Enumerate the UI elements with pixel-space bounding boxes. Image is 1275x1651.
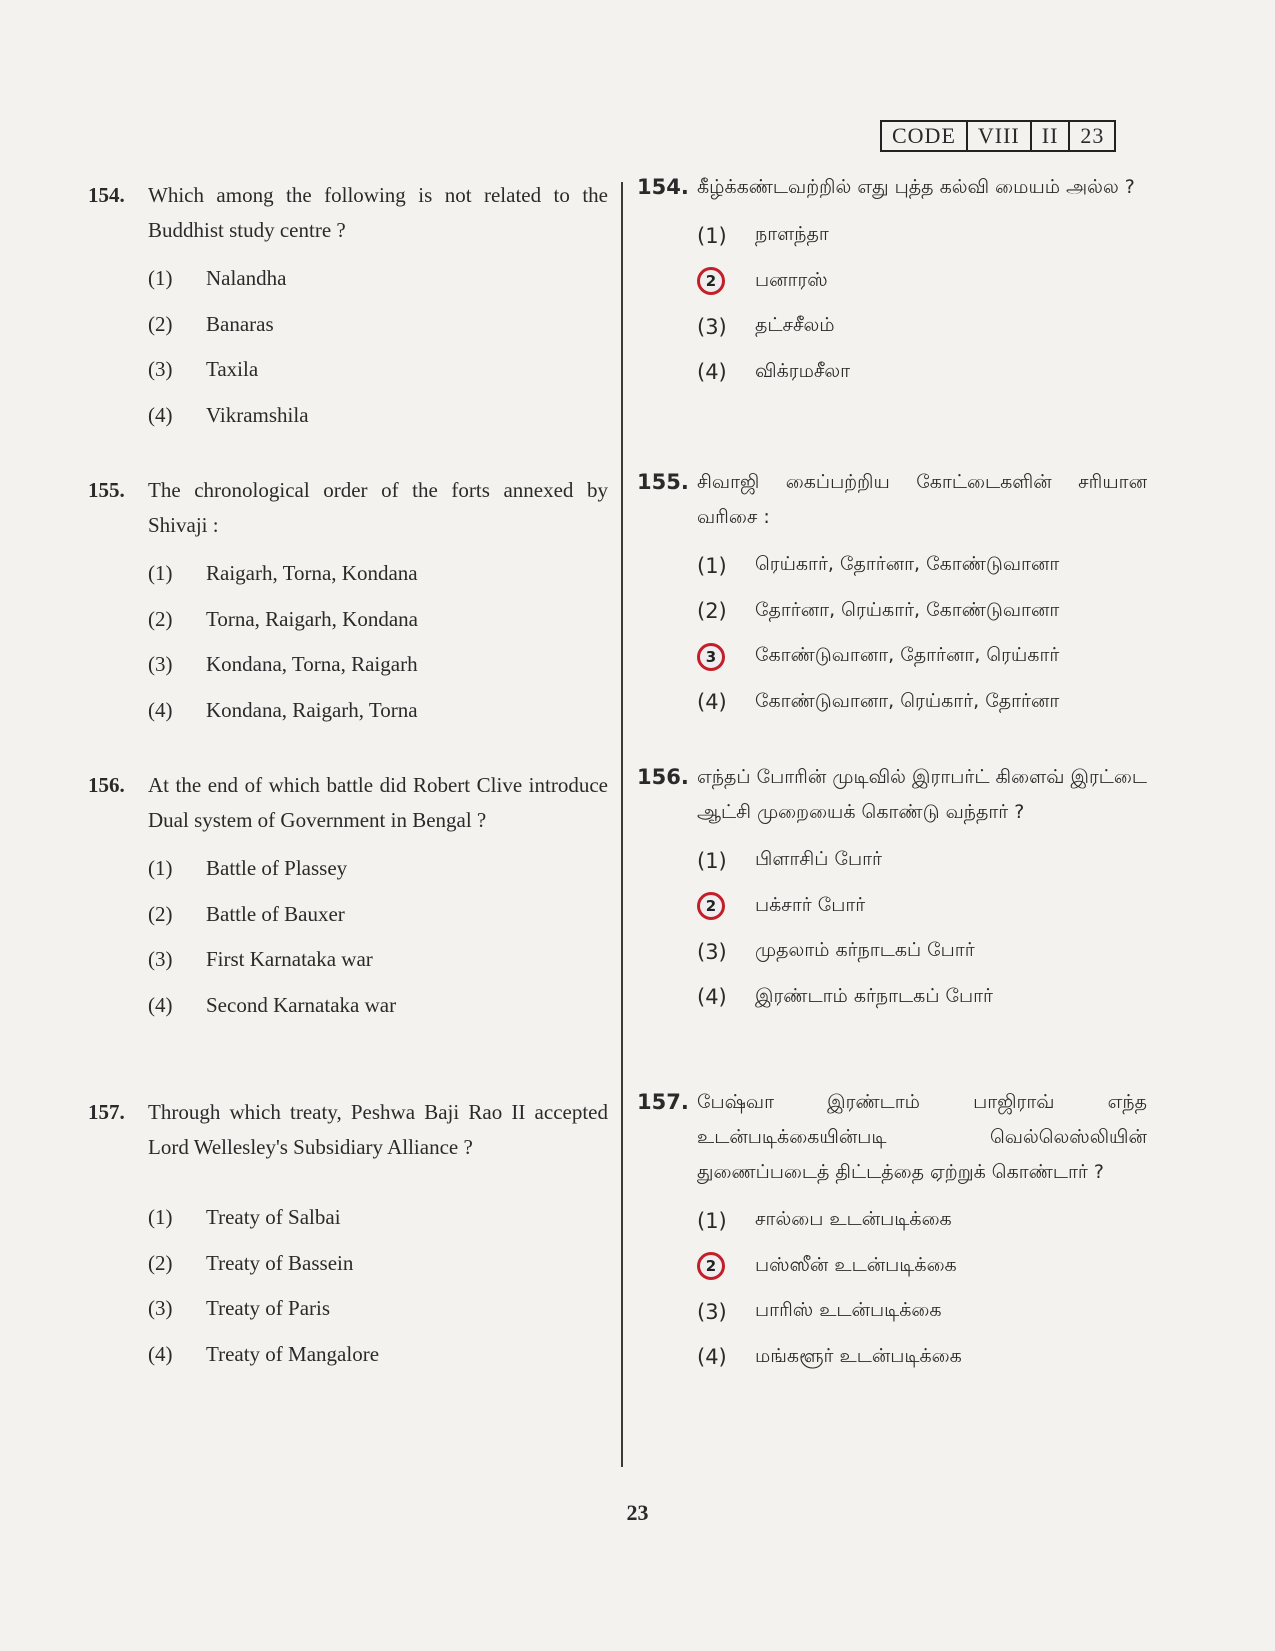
option-index: (4) (148, 992, 173, 1017)
option-text: Treaty of Salbai (206, 1205, 341, 1230)
code-box (880, 120, 1116, 152)
question-text: Through which treaty, Peshwa Baji Rao II accepted Lord Wellesley's Subsidiary Alliance ? (148, 1100, 608, 1159)
option-index: (1) (148, 266, 173, 291)
options-list (88, 551, 608, 733)
question-156 (637, 760, 1147, 1020)
code-part-3: 23 (1080, 123, 1105, 148)
option-item (697, 929, 1147, 975)
option-item (148, 983, 608, 1029)
option-index: (3) (148, 947, 173, 972)
option-item (697, 213, 1147, 259)
option-index: (3) (148, 357, 173, 382)
question-head (88, 768, 608, 838)
option-text: Kondana, Torna, Raigarh (206, 652, 418, 677)
option-item (148, 1241, 608, 1287)
code-part-1: VIII (968, 122, 1032, 150)
code-label: CODE (882, 122, 968, 150)
question-text: Which among the following is not related to the Buddhist study centre ? (148, 183, 608, 242)
option-item (697, 1335, 1147, 1381)
question-number: 156. (637, 765, 689, 789)
option-item (697, 543, 1147, 589)
question-154 (637, 170, 1147, 395)
code-part-2: II (1032, 122, 1071, 150)
option-item (148, 642, 608, 688)
question-head (637, 1085, 1147, 1190)
option-text: ரெய்கார், தோர்னா, கோண்டுவானா (755, 553, 1060, 576)
option-text: பிளாசிப் போர் (755, 848, 882, 871)
options-list (637, 213, 1147, 395)
option-item (697, 884, 1147, 930)
option-item (697, 304, 1147, 350)
option-index-marked (697, 643, 755, 671)
option-item (148, 551, 608, 597)
option-text: Treaty of Paris (206, 1296, 331, 1321)
option-item (148, 846, 608, 892)
option-text: தோர்னா, ரெய்கார், கோண்டுவானா (755, 598, 1060, 621)
question-number: 157. (88, 1100, 125, 1124)
option-item (697, 350, 1147, 396)
option-text: Vikramshila (206, 402, 309, 427)
option-text: பஸ்ஸீன் உடன்படிக்கை (755, 1253, 957, 1276)
option-text: Battle of Bauxer (206, 901, 345, 926)
option-index: (1) (148, 856, 173, 881)
question-text: பேஷ்வா இரண்டாம் பாஜிராவ் எந்த உடன்படிக்கையின்படி வெல்லெஸ்லியின் துணைப்படைத் திட்டத்தை ஏற்றுக் கொண்டார் ? (697, 1091, 1147, 1183)
option-item (148, 302, 608, 348)
marked-answer-circle: 3 (697, 643, 725, 671)
question-head (637, 760, 1147, 830)
option-text: பாரிஸ் உடன்படிக்கை (755, 1299, 942, 1322)
option-item (148, 1195, 608, 1241)
question-156 (88, 768, 608, 1028)
option-index: (1) (697, 1208, 727, 1233)
option-text: Nalandha (206, 266, 287, 291)
option-item (148, 892, 608, 938)
option-index: (1) (697, 223, 727, 248)
option-index: (4) (697, 690, 727, 715)
option-text: Treaty of Bassein (206, 1250, 354, 1275)
option-item (697, 838, 1147, 884)
option-index: (3) (697, 939, 727, 964)
question-number: 155. (637, 470, 689, 494)
question-number: 156. (88, 773, 125, 797)
options-list (88, 846, 608, 1028)
option-item (148, 347, 608, 393)
option-item (697, 634, 1147, 680)
option-text: பனாரஸ் (755, 268, 828, 291)
option-index: (2) (148, 606, 173, 631)
option-item (148, 1332, 608, 1378)
question-154 (88, 178, 608, 438)
option-text: Treaty of Mangalore (206, 1341, 380, 1366)
option-text: பக்சார் போர் (755, 893, 866, 916)
option-text: Battle of Plassey (206, 856, 348, 881)
option-index: (1) (697, 848, 727, 873)
options-list (88, 256, 608, 438)
marked-answer-circle: 2 (697, 892, 725, 920)
marked-answer-circle: 2 (697, 1252, 725, 1280)
option-index: (4) (148, 697, 173, 722)
option-index: (3) (148, 652, 173, 677)
column-divider (621, 182, 623, 1467)
question-155 (88, 473, 608, 733)
option-item (697, 975, 1147, 1021)
option-index: (4) (148, 402, 173, 427)
option-item (148, 688, 608, 734)
option-index: (4) (697, 1345, 727, 1370)
question-text: எந்தப் போரின் முடிவில் இராபர்ட் கிளைவ் இரட்டை ஆட்சி முறையைக் கொண்டு வந்தார் ? (697, 766, 1147, 823)
option-index: (3) (697, 1299, 727, 1324)
option-index: (3) (148, 1296, 173, 1321)
options-list (637, 543, 1147, 725)
question-number: 157. (637, 1090, 689, 1114)
option-item (148, 256, 608, 302)
option-index: (2) (148, 1250, 173, 1275)
question-number: 155. (88, 478, 125, 502)
option-text: முதலாம் கர்நாடகப் போர் (755, 939, 975, 962)
option-index: (1) (148, 561, 173, 586)
question-157 (88, 1095, 608, 1377)
option-index: (1) (148, 1205, 173, 1230)
option-text: Torna, Raigarh, Kondana (206, 606, 418, 631)
option-text: First Karnataka war (206, 947, 373, 972)
question-head (88, 473, 608, 543)
option-item (148, 1286, 608, 1332)
question-text: கீழ்க்கண்டவற்றில் எது புத்த கல்வி மையம் அல்ல ? (697, 176, 1135, 198)
option-item (148, 597, 608, 643)
option-text: கோண்டுவானா, ரெய்கார், தோர்னா (755, 689, 1060, 712)
option-item (697, 1289, 1147, 1335)
question-text: The chronological order of the forts annexed by Shivaji : (148, 478, 608, 537)
page-number: 23 (626, 1500, 649, 1525)
option-index: (2) (148, 311, 173, 336)
option-text: Second Karnataka war (206, 992, 397, 1017)
option-item (697, 680, 1147, 726)
option-index: (4) (697, 360, 727, 385)
option-index: (1) (697, 553, 727, 578)
question-head (88, 178, 608, 248)
option-item (148, 393, 608, 439)
option-text: தட்சசீலம் (755, 314, 835, 337)
options-list (637, 1198, 1147, 1380)
question-text: சிவாஜி கைப்பற்றிய கோட்டைகளின் சரியான வரிசை : (697, 471, 1147, 528)
option-text: கோண்டுவானா, தோர்னா, ரெய்கார் (755, 644, 1060, 667)
question-number: 154. (88, 183, 125, 207)
option-item (148, 937, 608, 983)
options-list (637, 838, 1147, 1020)
option-text: Raigarh, Torna, Kondana (206, 561, 418, 586)
option-index: (4) (148, 1341, 173, 1366)
option-text: விக்ரமசீலா (755, 359, 851, 382)
question-text: At the end of which battle did Robert Clive introduce Dual system of Government in Bengal ? (148, 773, 608, 832)
marked-answer-circle: 2 (697, 267, 725, 295)
option-item (697, 589, 1147, 635)
option-text: Kondana, Raigarh, Torna (206, 697, 418, 722)
option-text: Banaras (206, 311, 274, 336)
option-index: (2) (148, 901, 173, 926)
question-157 (637, 1085, 1147, 1380)
question-number: 154. (637, 175, 689, 199)
question-155 (637, 465, 1147, 725)
option-text: மங்களூர் உடன்படிக்கை (755, 1344, 962, 1367)
question-head (637, 170, 1147, 205)
options-list (88, 1195, 608, 1377)
option-index: (4) (697, 985, 727, 1010)
option-text: Taxila (206, 357, 259, 382)
option-text: சால்பை உடன்படிக்கை (755, 1208, 952, 1231)
option-index: (2) (697, 599, 727, 624)
question-head (88, 1095, 608, 1165)
option-text: இரண்டாம் கர்நாடகப் போர் (755, 984, 993, 1007)
option-text: நாளந்தா (755, 223, 829, 246)
option-index-marked (697, 892, 755, 920)
option-item (697, 1244, 1147, 1290)
option-item (697, 1198, 1147, 1244)
option-index-marked (697, 1252, 755, 1280)
option-index-marked (697, 267, 755, 295)
option-index: (3) (697, 314, 727, 339)
option-item (697, 259, 1147, 305)
question-head (637, 465, 1147, 535)
